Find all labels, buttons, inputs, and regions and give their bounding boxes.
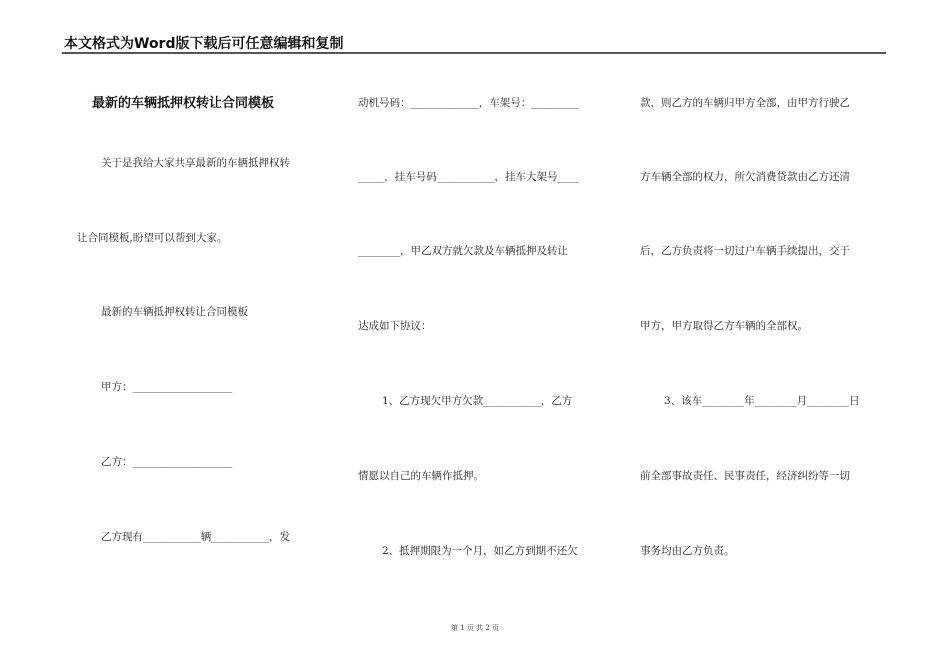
clause-1-line: 1、乙方现欠甲方欠款___________，乙方 bbox=[382, 395, 573, 407]
col1-line-3: 最新的车辆抵押权转让合同模板 bbox=[101, 306, 248, 318]
clause-2-line: 2、抵押期限为一个月，如乙方到期不还欠 bbox=[382, 545, 578, 557]
col3-line-3: 后，乙方负责将一切过户车辆手续提出，交于 bbox=[640, 245, 850, 257]
col3-line-1: 款，则乙方的车辆归甲方全部，由甲方行驶乙 bbox=[640, 97, 850, 109]
col3-line-6: 前全部事故责任、民事责任，经济纠纷等一切 bbox=[640, 470, 850, 482]
document-title: 最新的车辆抵押权转让合同模板 bbox=[92, 96, 275, 111]
page-number: 第 1 页 共 2 页 bbox=[450, 624, 500, 632]
header-rule bbox=[62, 52, 886, 54]
party-a-line: 甲方：___________________ bbox=[101, 381, 233, 393]
document-header: 本文格式为Word版下载后可任意编辑和复制 bbox=[64, 36, 344, 52]
col2-line-2: _____，挂车号码___________，挂车大架号____ bbox=[358, 171, 579, 183]
col3-line-4: 甲方，甲方取得乙方车辆的全部权。 bbox=[640, 320, 808, 332]
col3-line-7: 事务均由乙方负责。 bbox=[640, 545, 735, 557]
col1-line-1: 关于是我给大家共享最新的车辆抵押权转 bbox=[101, 157, 290, 169]
party-b-line: 乙方：___________________ bbox=[101, 456, 233, 468]
col1-line-6: 乙方现有___________辆___________，发 bbox=[101, 531, 290, 543]
col2-line-1: 动机号码：_____________，车架号：_________ bbox=[358, 97, 579, 109]
col2-line-6: 情愿以自己的车辆作抵押。 bbox=[358, 470, 484, 482]
col3-line-2: 方车辆全部的权力，所欠消费贷款由乙方还清 bbox=[640, 171, 850, 183]
clause-3-line: 3、该车________年________月________日 bbox=[664, 395, 860, 407]
col2-line-4: 达成如下协议： bbox=[358, 320, 432, 332]
col2-line-3: ________，甲乙双方就欠款及车辆抵押及转让 bbox=[358, 245, 568, 257]
col1-line-2: 让合同模板,盼望可以帮到大家。 bbox=[77, 232, 228, 244]
